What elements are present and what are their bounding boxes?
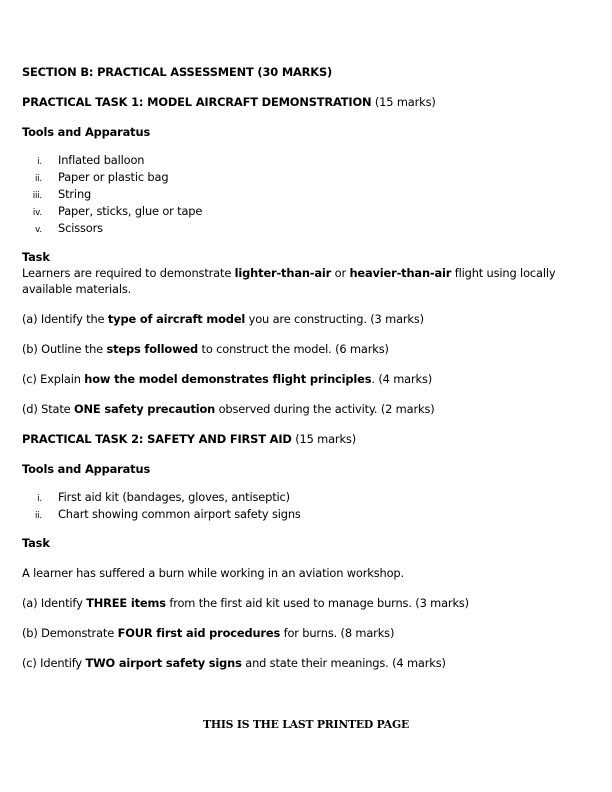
question-emphasis: TWO airport safety signs [85, 656, 242, 670]
list-item-number: i. [37, 494, 42, 504]
task2-marks: (15 marks) [291, 432, 356, 446]
question-text: (d) State [22, 402, 75, 416]
task2-tools-heading: Tools and Apparatus [22, 462, 151, 476]
list-item [22, 220, 588, 237]
list-item-number: ii. [34, 511, 42, 521]
task2-tools-list [22, 489, 588, 523]
task1-intro [22, 265, 588, 297]
task2-title: PRACTICAL TASK 2: SAFETY AND FIRST AID [22, 432, 292, 446]
question-emphasis: FOUR first aid procedures [117, 626, 281, 640]
task2-heading [22, 431, 588, 447]
list-item-number: v. [35, 225, 42, 235]
question-emphasis: steps followed [106, 342, 199, 356]
list-item-text: Paper or plastic bag [58, 170, 169, 184]
list-item-text: First aid kit (bandages, gloves, antiseptic) [58, 490, 290, 504]
task2-intro: A learner has suffered a burn while working in an aviation workshop. [22, 566, 404, 580]
list-item-number: ii. [34, 174, 42, 184]
question-emphasis: THREE items [86, 596, 166, 610]
task1-tools-heading: Tools and Apparatus [22, 125, 151, 139]
task1-question-b [22, 341, 588, 357]
question-text: observed during the activity. (2 marks) [215, 402, 435, 416]
list-item-number: i. [37, 157, 42, 167]
question-text: (c) Explain [22, 372, 85, 386]
task1-tools-list [22, 152, 588, 237]
intro-emphasis: lighter-than-air [234, 266, 332, 280]
question-text: for burns. (8 marks) [280, 626, 395, 640]
intro-text: or [331, 266, 350, 280]
task1-question-a [22, 311, 588, 327]
list-item [22, 152, 588, 169]
section-title: SECTION B: PRACTICAL ASSESSMENT (30 MARKS) [22, 65, 333, 79]
question-emphasis: ONE safety precaution [74, 402, 216, 416]
list-item-text: Scissors [58, 221, 103, 235]
question-text: (a) Identify [22, 596, 87, 610]
list-item-text: Inflated balloon [58, 153, 145, 167]
task2-task-heading: Task [22, 536, 50, 550]
task1-task-heading: Task [22, 250, 50, 264]
list-item-text: String [58, 187, 92, 201]
question-text: to construct the model. (6 marks) [198, 342, 389, 356]
exam-page [22, 64, 588, 671]
intro-text: flight using locally available materials. [22, 266, 556, 296]
question-text: (c) Identify [22, 656, 86, 670]
task1-question-d [22, 401, 588, 417]
task1-heading [22, 94, 588, 110]
question-text: . (4 marks) [371, 372, 433, 386]
question-text: (a) Identify the [22, 312, 108, 326]
question-text: and state their meanings. (4 marks) [241, 656, 446, 670]
task1-title: PRACTICAL TASK 1: MODEL AIRCRAFT DEMONSTRATION [22, 95, 372, 109]
task1-marks: (15 marks) [371, 95, 436, 109]
list-item-number: iv. [32, 208, 42, 218]
list-item-text: Chart showing common airport safety signs [58, 507, 301, 521]
list-item-number: iii. [32, 191, 42, 201]
list-item [22, 186, 588, 203]
task2-question-b [22, 625, 588, 641]
task2-question-a [22, 595, 588, 611]
last-page-footer: THIS IS THE LAST PRINTED PAGE [203, 718, 409, 731]
list-item [22, 489, 588, 506]
task1-question-c [22, 371, 588, 387]
intro-emphasis: heavier-than-air [349, 266, 452, 280]
list-item [22, 506, 588, 523]
question-text: from the first aid kit used to manage burns. (3 marks) [165, 596, 469, 610]
question-text: you are constructing. (3 marks) [245, 312, 424, 326]
question-text: (b) Outline the [22, 342, 107, 356]
intro-text: Learners are required to demonstrate [22, 266, 235, 280]
question-text: (b) Demonstrate [22, 626, 118, 640]
task2-question-c [22, 655, 588, 671]
list-item [22, 203, 588, 220]
question-emphasis: how the model demonstrates flight principles [84, 372, 372, 386]
question-emphasis: type of aircraft model [107, 312, 246, 326]
list-item [22, 169, 588, 186]
list-item-text: Paper, sticks, glue or tape [58, 204, 203, 218]
